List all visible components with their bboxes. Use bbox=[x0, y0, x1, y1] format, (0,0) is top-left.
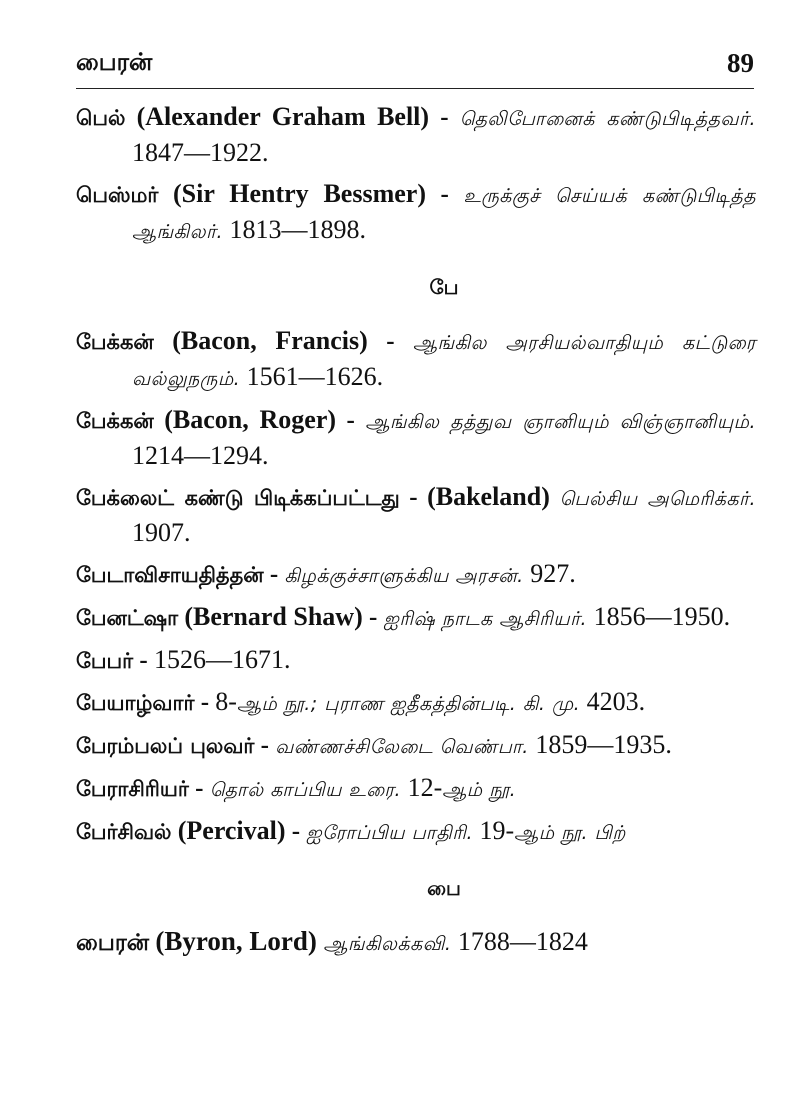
page-number: 89 bbox=[727, 48, 754, 78]
entry-gloss: ஆங்கிலக்கவி. bbox=[316, 933, 452, 955]
entry-gloss: தெலிபோனைக் கண்டுபிடித்தவர். bbox=[459, 108, 757, 130]
section-heading-pe: பே bbox=[429, 275, 459, 299]
entry-gloss: பெல்சிய அமெரிக்கர். bbox=[549, 488, 757, 510]
entry-headword: பைரன் bbox=[76, 930, 150, 956]
entry-gloss: உருக்குச் செய்யக் கண்டுபிடித்த ஆங்கிலர். bbox=[132, 185, 757, 243]
entry-latin-name: (Byron, Lord) bbox=[155, 926, 317, 956]
entry-separator: - bbox=[336, 407, 366, 434]
entry-bacon-roger bbox=[76, 403, 756, 473]
entry-gloss-suffix: ஆம் நூ. bbox=[442, 779, 517, 801]
entry-gloss: கிழக்குச்சாளுக்கிய அரசன். bbox=[284, 565, 524, 587]
entry-headword: பேபர் bbox=[76, 649, 134, 673]
entry-latin-name: (Bacon, Roger) bbox=[164, 405, 337, 434]
entry-headword: பேக்கன் bbox=[76, 409, 154, 433]
entry-gloss: ஐரோப்பிய பாதிரி. bbox=[306, 822, 473, 844]
entry-separator: - bbox=[188, 775, 210, 802]
running-head: பைரன் bbox=[76, 48, 153, 76]
entry-latin-name: (Alexander Graham Bell) bbox=[136, 102, 430, 131]
entry-separator: - bbox=[425, 181, 464, 208]
entry-babur bbox=[76, 643, 756, 678]
entry-dates: 1859—1935. bbox=[528, 730, 672, 759]
entry-separator: - bbox=[133, 647, 154, 674]
entry-gloss: வண்ணச்சிலேடை வெண்பா. bbox=[275, 736, 529, 758]
entry-separator: - bbox=[367, 328, 413, 355]
entry-headword: பேனட்ஷா bbox=[76, 606, 179, 630]
entry-century: 19- bbox=[473, 816, 515, 845]
entry-pedavisayadittan bbox=[76, 557, 756, 593]
entry-headword: பேடாவிசாயதித்தன் bbox=[76, 563, 264, 587]
entry-headword: பேக்கன் bbox=[76, 330, 154, 354]
entry-headword: பேக்லைட் கண்டு பிடிக்கப்பட்டது bbox=[76, 486, 400, 510]
entry-perambalap-pulavar bbox=[76, 728, 756, 764]
entry-separator: - bbox=[399, 484, 428, 511]
entry-dates: 1907. bbox=[132, 518, 191, 547]
entry-latin-name: (Percival) bbox=[177, 816, 286, 845]
entry-headword: பேரம்பலப் புலவர் bbox=[76, 734, 255, 758]
entry-list bbox=[76, 100, 756, 968]
entry-dates: 1856—1950. bbox=[587, 602, 731, 631]
entry-separator: - bbox=[362, 604, 384, 631]
entry-byron bbox=[76, 925, 756, 961]
page-header bbox=[76, 44, 754, 89]
entry-separator: - bbox=[429, 104, 460, 131]
section-heading-pai: பை bbox=[427, 876, 461, 900]
entry-gloss: ஆம் நூ.; புராண ஐதீகத்தின்படி. கி. மு. bbox=[236, 693, 581, 715]
entry-percival bbox=[76, 814, 756, 850]
entry-gloss: ஆங்கில அரசியல்வாதியும் கட்டுரை வல்லுநரும். bbox=[132, 332, 757, 390]
entry-bacon-francis bbox=[76, 324, 756, 396]
entry-dates: 1214—1294. bbox=[132, 441, 269, 470]
entry-dates: 1526—1671. bbox=[153, 645, 291, 674]
entry-gloss: ஐரிஷ் நாடக ஆசிரியர். bbox=[383, 608, 588, 630]
entry-gloss: தொல் காப்பிய உரை. bbox=[209, 779, 402, 801]
entry-headword: பேர்சிவல் bbox=[76, 820, 172, 844]
entry-separator: - bbox=[285, 818, 307, 845]
entry-headword: பேயாழ்வார் bbox=[76, 691, 195, 715]
entry-separator: - bbox=[254, 732, 276, 759]
entry-bernard-shaw bbox=[76, 600, 756, 636]
entry-perasiriyar bbox=[76, 771, 756, 807]
entry-dates: 1788—1824 bbox=[451, 927, 588, 956]
entry-dates: 4203. bbox=[580, 687, 646, 716]
entry-separator: - bbox=[194, 689, 216, 716]
entry-century: 8- bbox=[215, 687, 237, 716]
entry-headword: பேராசிரியர் bbox=[76, 777, 189, 801]
entry-peyalvar bbox=[76, 685, 756, 721]
entry-latin-name: (Bacon, Francis) bbox=[172, 326, 368, 355]
entry-headword: பெல் bbox=[76, 106, 126, 130]
entry-gloss-suffix: ஆம் நூ. பிற் bbox=[514, 822, 626, 844]
entry-separator: - bbox=[263, 561, 285, 588]
entry-gloss: ஆங்கில தத்துவ ஞானியும் விஞ்ஞானியும். bbox=[365, 411, 757, 433]
entry-headword: பெஸ்மர் bbox=[76, 183, 159, 207]
entry-bell bbox=[76, 100, 756, 170]
entry-latin-name: (Bernard Shaw) bbox=[184, 602, 363, 631]
entry-dates: 1847—1922. bbox=[132, 138, 269, 167]
entry-century: 12- bbox=[401, 773, 443, 802]
entry-dates: 1813—1898. bbox=[222, 215, 366, 244]
entry-dates: 1561—1626. bbox=[240, 362, 384, 391]
entry-bakelite bbox=[76, 480, 756, 550]
entry-latin-name: (Sir Hentry Bessmer) bbox=[172, 179, 426, 208]
entry-dates: 927. bbox=[523, 559, 576, 588]
entry-latin-name: (Bakeland) bbox=[427, 482, 550, 511]
entry-bessmer bbox=[76, 177, 756, 249]
